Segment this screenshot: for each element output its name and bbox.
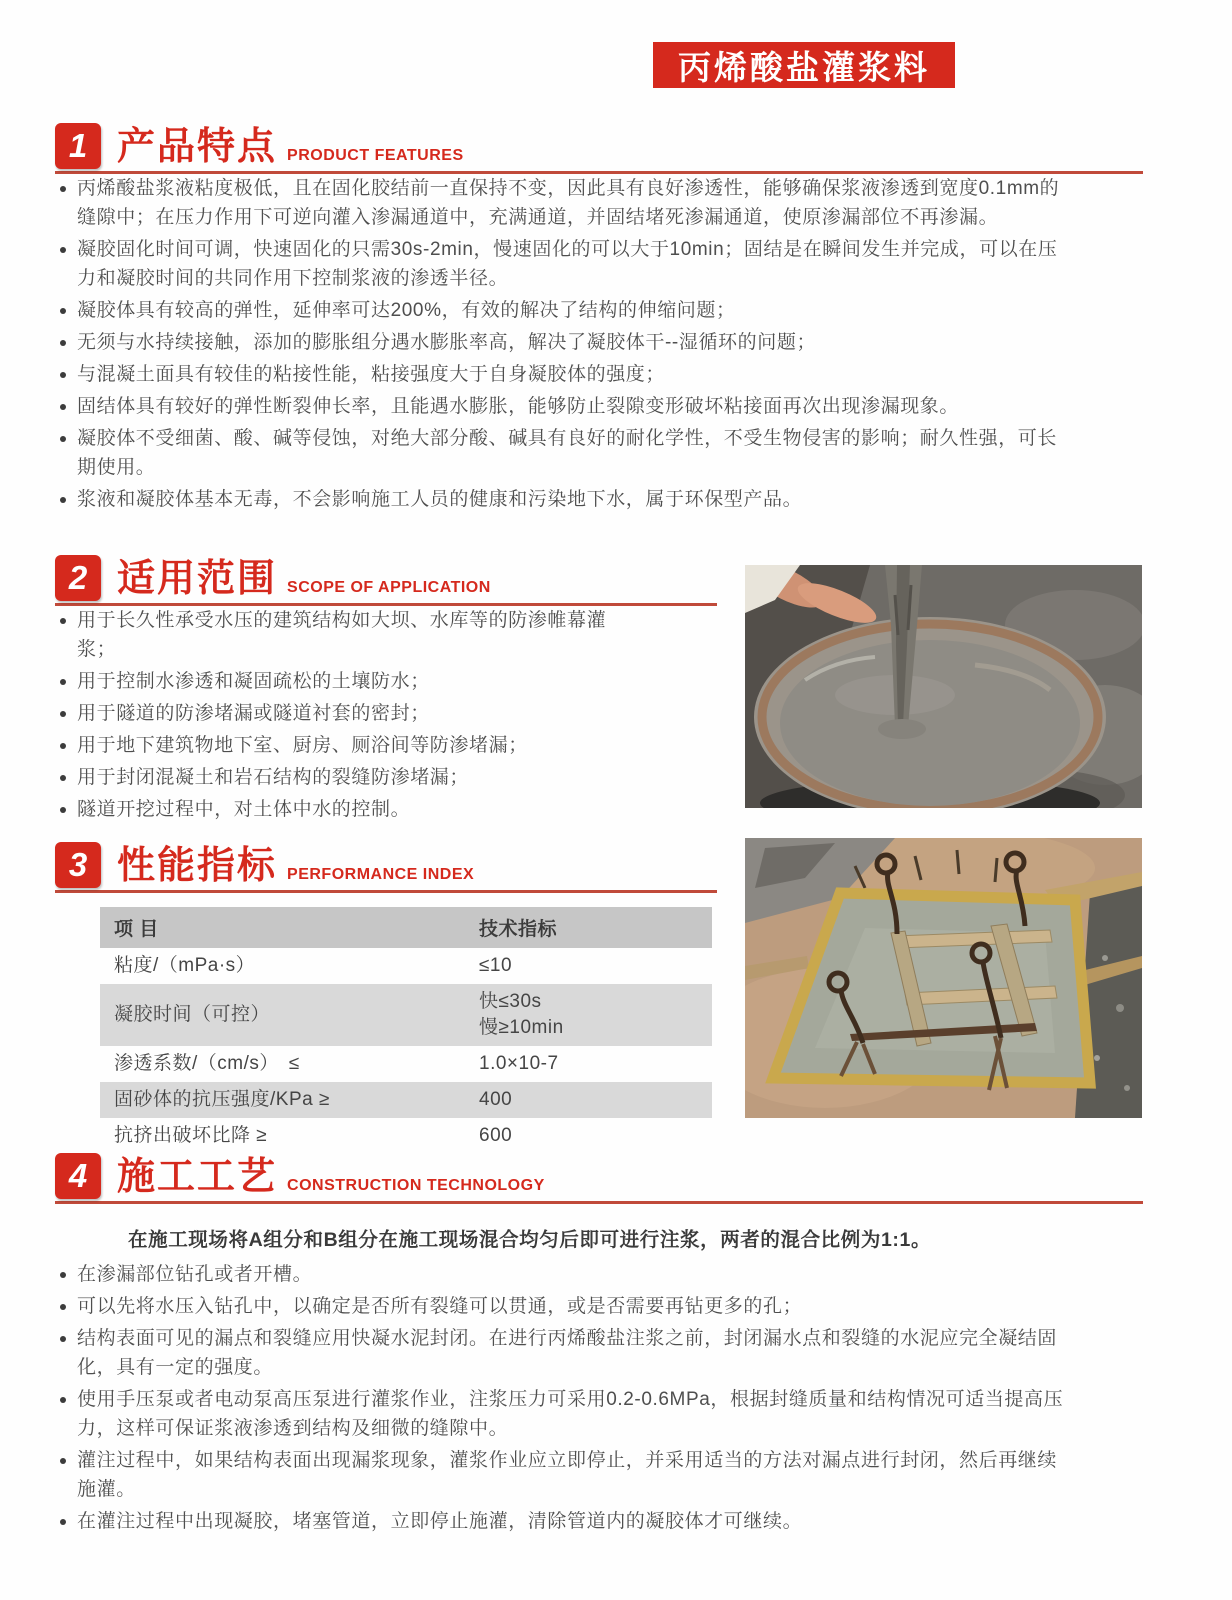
table-row	[100, 984, 712, 1046]
table-cell-line: 600	[479, 1125, 513, 1146]
section-performance-index	[55, 841, 717, 1154]
table-cell	[100, 1082, 465, 1118]
list-item: 用于地下建筑物地下室、厨房、厕浴间等防渗堵漏；	[55, 731, 645, 760]
section-header	[55, 841, 717, 893]
list-item: 凝胶体不受细菌、酸、碱等侵蚀，对绝大部分酸、碱具有良好的耐化学性，不受生物侵害的影响；耐久性强，可长期使用。	[55, 424, 1060, 482]
table-cell	[465, 984, 712, 1046]
table-cell	[100, 948, 465, 984]
list-item: 凝胶体具有较高的弹性，延伸率可达200%，有效的解决了结构的伸缩问题；	[55, 296, 1060, 325]
table-cell-line: 固砂体的抗压强度/KPa ≥	[114, 1089, 330, 1110]
table-cell-line: 400	[479, 1089, 513, 1110]
application-scope-list	[55, 606, 645, 824]
performance-index-table	[100, 907, 712, 1154]
section-number-badge: 4	[55, 1153, 101, 1199]
formwork-grouting-illustration	[745, 838, 1142, 1118]
table-row	[100, 1118, 712, 1154]
table-cell-line: 1.0×10-7	[479, 1053, 559, 1074]
section-number-badge: 2	[55, 555, 101, 601]
list-item: 可以先将水压入钻孔中，以确定是否所有裂缝可以贯通，或是否需要再钻更多的孔；	[55, 1292, 1065, 1321]
table-cell-line: 快≤30s	[479, 991, 542, 1012]
table-cell	[465, 1118, 712, 1154]
section-title-en: PERFORMANCE INDEX	[287, 866, 475, 883]
table-cell	[100, 1046, 465, 1082]
section-title-cn: 适用范围	[117, 558, 278, 600]
section-header	[55, 122, 1143, 174]
table-cell	[100, 1118, 465, 1154]
table-row	[100, 1046, 712, 1082]
section-number-badge: 1	[55, 123, 101, 169]
table-cell-line: 慢≥10min	[479, 1017, 564, 1038]
section-title-cn: 产品特点	[117, 126, 278, 168]
table-header-cell: 项 目	[100, 907, 465, 948]
table-cell-line: 抗挤出破坏比降 ≥	[114, 1125, 268, 1146]
section-header	[55, 1152, 1143, 1204]
section-number-badge: 3	[55, 842, 101, 888]
product-title-badge	[653, 42, 955, 88]
list-item: 在渗漏部位钻孔或者开槽。	[55, 1260, 1065, 1289]
table-row	[100, 948, 712, 984]
list-item: 隧道开挖过程中，对土体中水的控制。	[55, 795, 645, 824]
list-item: 结构表面可见的漏点和裂缝应用快凝水泥封闭。在进行丙烯酸盐注浆之前，封闭漏水点和裂缝的水泥应完全凝结固化，具有一定的强度。	[55, 1324, 1065, 1382]
list-item: 用于控制水渗透和凝固疏松的土壤防水；	[55, 667, 645, 696]
table-cell-line: 渗透系数/（cm/s） ≤	[114, 1053, 300, 1074]
list-item: 无须与水持续接触，添加的膨胀组分遇水膨胀率高，解决了凝胶体干--湿循环的问题；	[55, 328, 1060, 357]
list-item: 浆液和凝胶体基本无毒，不会影响施工人员的健康和污染地下水，属于环保型产品。	[55, 485, 1060, 514]
table-row	[100, 1082, 712, 1118]
section-title-en: SCOPE OF APPLICATION	[287, 579, 491, 596]
table-header-cell: 技术指标	[465, 907, 712, 948]
section-title-en: PRODUCT FEATURES	[287, 147, 464, 164]
list-item: 用于封闭混凝土和岩石结构的裂缝防渗堵漏；	[55, 763, 645, 792]
product-title: 丙烯酸盐灌浆料	[678, 48, 930, 86]
grout-mixing-illustration	[745, 565, 1142, 808]
section-scope-of-application	[55, 554, 717, 827]
formwork-grouting-photo	[745, 838, 1142, 1118]
table-cell	[465, 1082, 712, 1118]
table-header-row	[100, 907, 712, 948]
list-item: 固结体具有较好的弹性断裂伸长率，且能遇水膨胀，能够防止裂隙变形破坏粘接面再次出现渗漏现象。	[55, 392, 1060, 421]
grout-mixing-photo	[745, 565, 1142, 808]
mixing-ratio-note: 在施工现场将A组分和B组分在施工现场混合均匀后即可进行注浆，两者的混合比例为1:1。	[128, 1229, 932, 1251]
list-item: 在灌注过程中出现凝胶，堵塞管道，立即停止施灌，清除管道内的凝胶体才可继续。	[55, 1507, 1065, 1536]
product-features-list	[55, 174, 1060, 514]
table-cell-line: 凝胶时间（可控）	[114, 1004, 271, 1025]
section-title-en: CONSTRUCTION TECHNOLOGY	[287, 1177, 545, 1194]
table-cell	[465, 948, 712, 984]
section-construction-technology	[55, 1152, 1143, 1539]
list-item: 使用手压泵或者电动泵高压泵进行灌浆作业，注浆压力可采用0.2-0.6MPa，根据封缝质量和结构情况可适当提高压力，这样可保证浆液渗透到结构及细微的缝隙中。	[55, 1385, 1065, 1443]
table-cell	[100, 984, 465, 1046]
list-item: 用于长久性承受水压的建筑结构如大坝、水库等的防渗帷幕灌浆；	[55, 606, 645, 664]
list-item: 与混凝土面具有较佳的粘接性能，粘接强度大于自身凝胶体的强度；	[55, 360, 1060, 389]
section-header	[55, 554, 717, 606]
table-cell-line: 粘度/（mPa·s）	[114, 955, 256, 976]
section-title-cn: 性能指标	[117, 845, 278, 887]
list-item: 用于隧道的防渗堵漏或隧道衬套的密封；	[55, 699, 645, 728]
table-cell	[465, 1046, 712, 1082]
section-product-features	[55, 122, 1143, 517]
list-item: 灌注过程中，如果结构表面出现漏浆现象，灌浆作业应立即停止，并采用适当的方法对漏点进行封闭，然后再继续施灌。	[55, 1446, 1065, 1504]
section-title-cn: 施工工艺	[117, 1156, 278, 1198]
list-item: 丙烯酸盐浆液粘度极低，且在固化胶结前一直保持不变，因此具有良好渗透性，能够确保浆液渗透到宽度0.1mm的缝隙中；在压力作用下可逆向灌入渗漏通道中，充满通道，并固结堵死渗漏通道，使原渗漏部位不再渗漏。	[55, 174, 1060, 232]
table-cell-line: ≤10	[479, 955, 513, 976]
construction-steps-list	[55, 1260, 1065, 1536]
list-item: 凝胶固化时间可调，快速固化的只需30s-2min，慢速固化的可以大于10min；固结是在瞬间发生并完成，可以在压力和凝胶时间的共同作用下控制浆液的渗透半径。	[55, 235, 1060, 293]
